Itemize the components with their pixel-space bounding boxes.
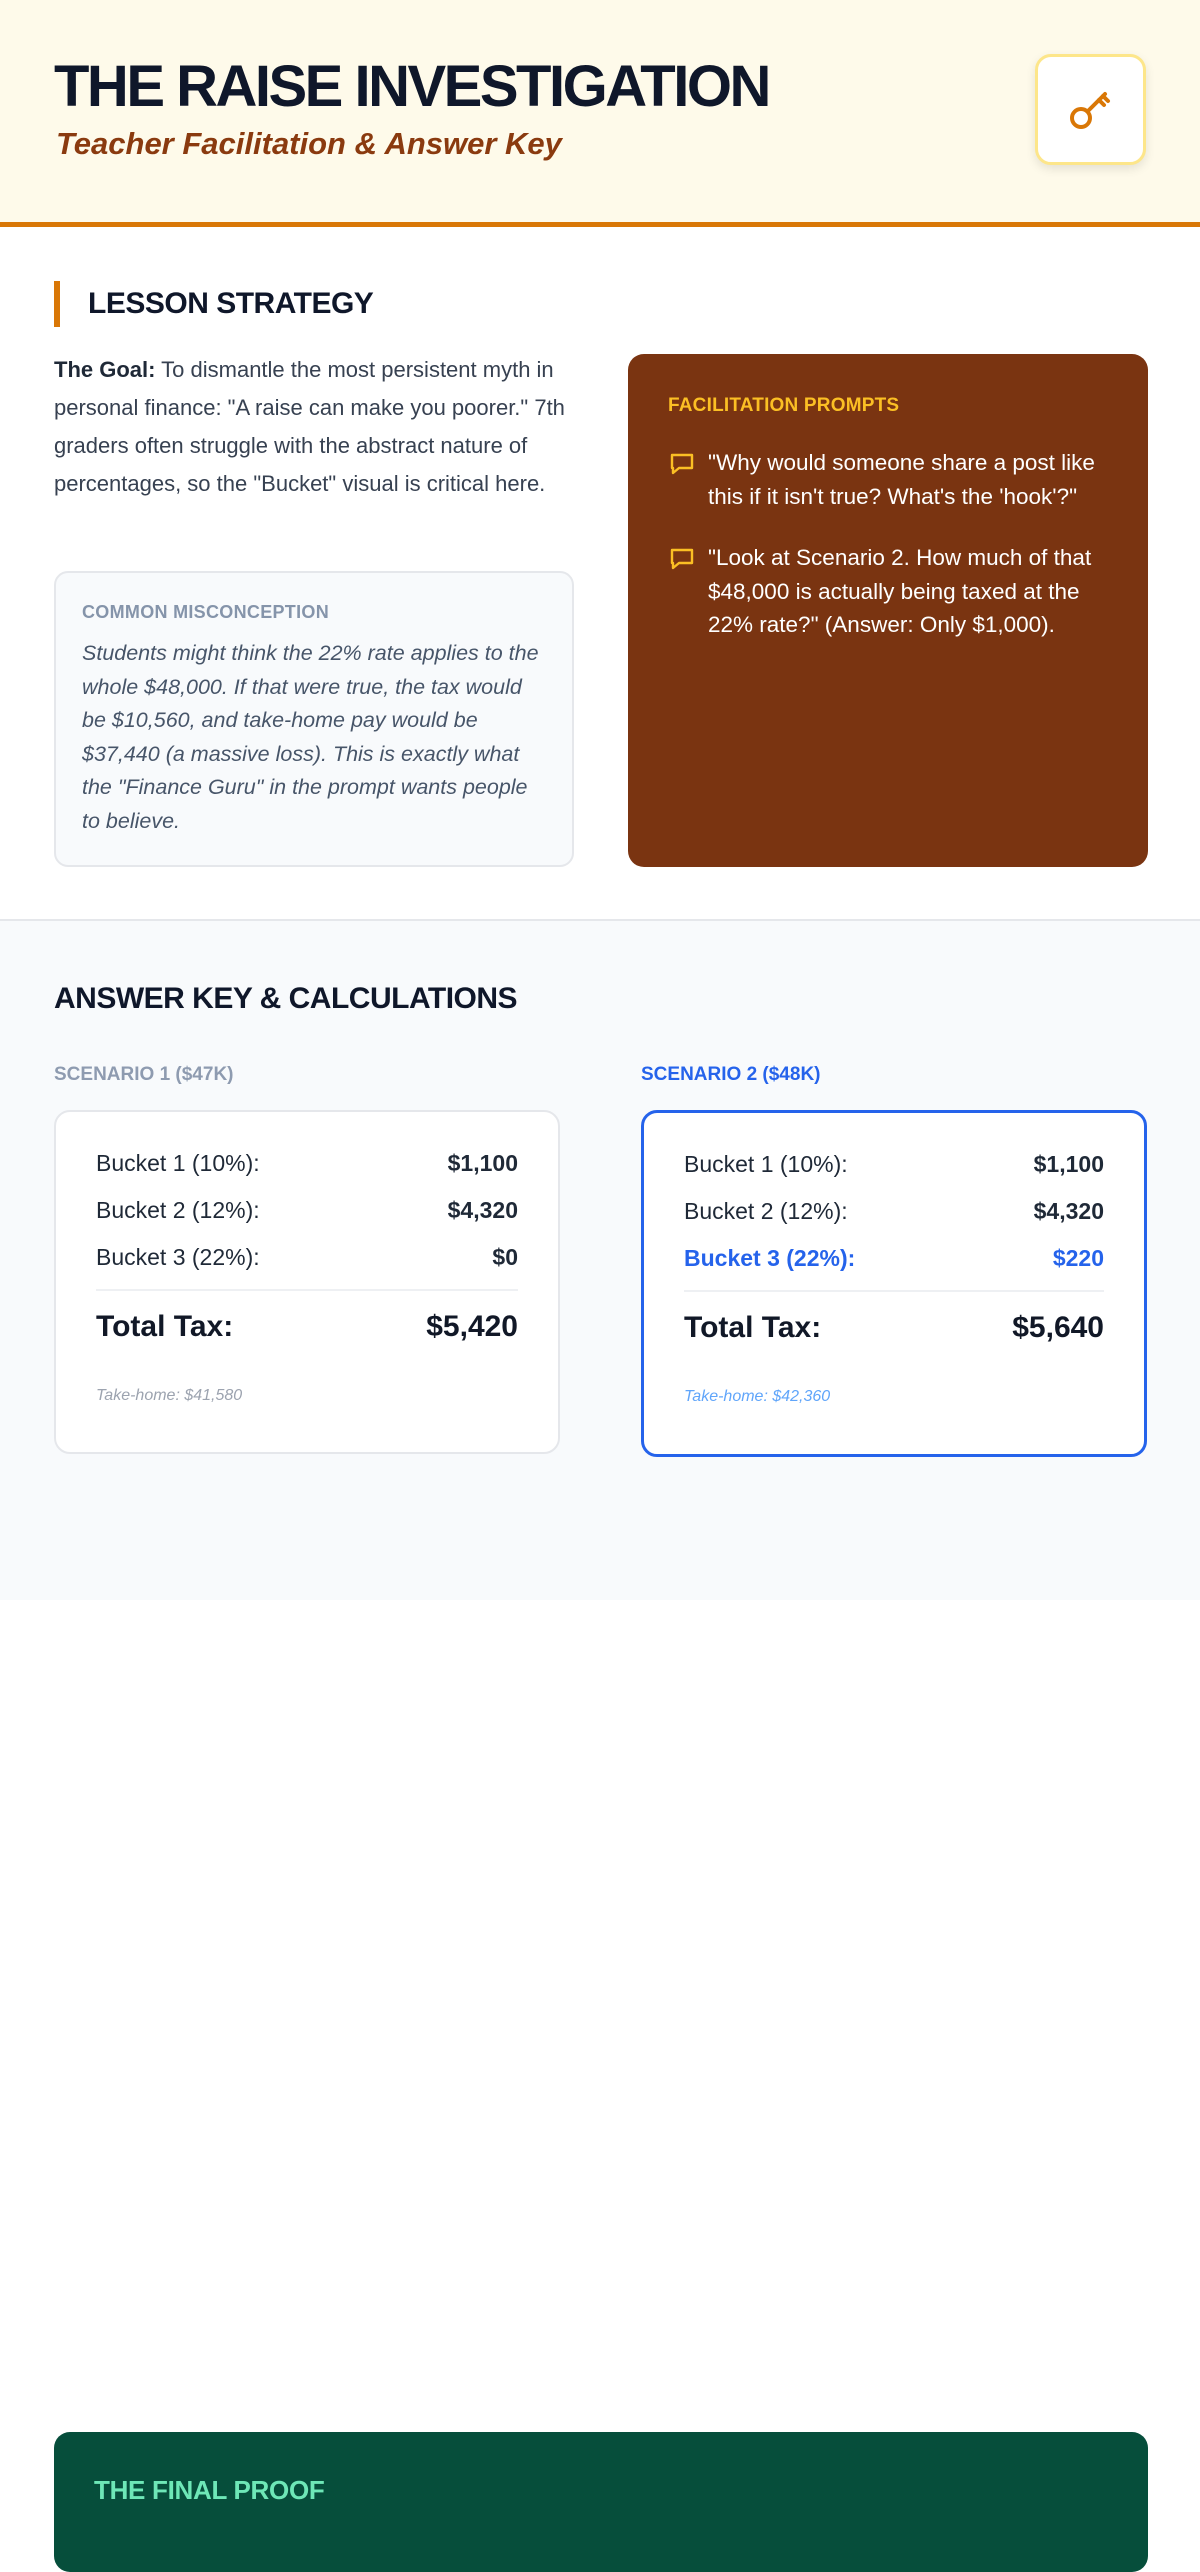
scenario-2-card <box>641 1110 1147 1457</box>
bucket-row-highlight <box>684 1235 1104 1282</box>
bucket-row <box>96 1234 518 1281</box>
scenario-1-card <box>54 1110 560 1454</box>
bucket-row <box>96 1187 518 1234</box>
takehome-note: Take-home: $42,360 <box>684 1388 831 1405</box>
bucket-row <box>96 1140 518 1187</box>
goal-paragraph <box>54 351 574 503</box>
section-heading: ANSWER KEY & CALCULATIONS <box>54 982 518 1015</box>
misconception-card <box>54 571 574 867</box>
bucket-value: $1,100 <box>447 1150 518 1176</box>
prompt-item <box>668 446 1108 513</box>
bucket-label: Bucket 1 (10%): <box>684 1151 848 1177</box>
speech-bubble-icon <box>668 545 696 573</box>
key-icon <box>1063 82 1119 138</box>
takehome-note: Take-home: $41,580 <box>96 1387 243 1404</box>
facilitation-prompts-card <box>628 354 1148 867</box>
bucket-label: Bucket 2 (12%): <box>96 1197 260 1223</box>
goal-text: To dismantle the most persistent myth in personal finance: "A raise can make you poorer." 7th graders often struggle with the abstract nature of percentages, so the "Bucket" visual is critical here. <box>54 357 565 496</box>
speech-bubble-icon <box>668 450 696 478</box>
final-proof-card <box>54 2432 1148 2572</box>
answer-key-section <box>0 921 1200 2505</box>
total-row <box>684 1292 1104 1364</box>
page-title: THE RAISE INVESTIGATION <box>54 54 769 119</box>
prompts-label: FACILITATION PROMPTS <box>668 395 900 416</box>
key-badge <box>1035 54 1146 165</box>
prompt-text: "Look at Scenario 2. How much of that $48,000 is actually being taxed at the 22% rate?" (Answer: Only $1,000). <box>708 545 1092 637</box>
misconception-text: Students might think the 22% rate applies to the whole $48,000. If that were true, the tax would be $10,560, and take-home pay would be $37,440 (a massive loss). This is exactly what the "Finance Guru" in the prompt wants people to believe. <box>82 641 539 833</box>
scenario-2-label: SCENARIO 2 ($48K) <box>641 1064 821 1085</box>
page-subtitle: Teacher Facilitation & Answer Key <box>56 126 562 161</box>
bucket-label: Bucket 3 (22%): <box>684 1245 856 1271</box>
total-label: Total Tax: <box>96 1310 234 1343</box>
bucket-row <box>684 1188 1104 1235</box>
total-value: $5,640 <box>1012 1311 1104 1344</box>
prompt-item <box>668 541 1108 642</box>
goal-label: The Goal: <box>54 357 156 382</box>
misconception-label: COMMON MISCONCEPTION <box>82 602 329 622</box>
bucket-value: $220 <box>1052 1245 1104 1271</box>
scenario-1-label: SCENARIO 1 ($47K) <box>54 1064 234 1085</box>
total-row <box>96 1291 518 1363</box>
bucket-label: Bucket 1 (10%): <box>96 1150 260 1176</box>
section-heading: LESSON STRATEGY <box>54 281 373 327</box>
bucket-value: $1,100 <box>1033 1151 1104 1177</box>
final-proof-label: THE FINAL PROOF <box>94 2475 325 2505</box>
total-label: Total Tax: <box>684 1311 822 1344</box>
bucket-value: $0 <box>492 1244 518 1270</box>
bucket-value: $4,320 <box>447 1197 518 1223</box>
bucket-value: $4,320 <box>1033 1198 1104 1224</box>
bucket-label: Bucket 2 (12%): <box>684 1198 848 1224</box>
prompt-text: "Why would someone share a post like this if it isn't true? What's the 'hook'?" <box>708 450 1095 509</box>
bucket-label: Bucket 3 (22%): <box>96 1244 260 1270</box>
total-value: $5,420 <box>426 1310 518 1343</box>
bucket-row <box>684 1141 1104 1188</box>
header <box>0 0 1200 227</box>
lesson-strategy-section <box>0 227 1200 921</box>
